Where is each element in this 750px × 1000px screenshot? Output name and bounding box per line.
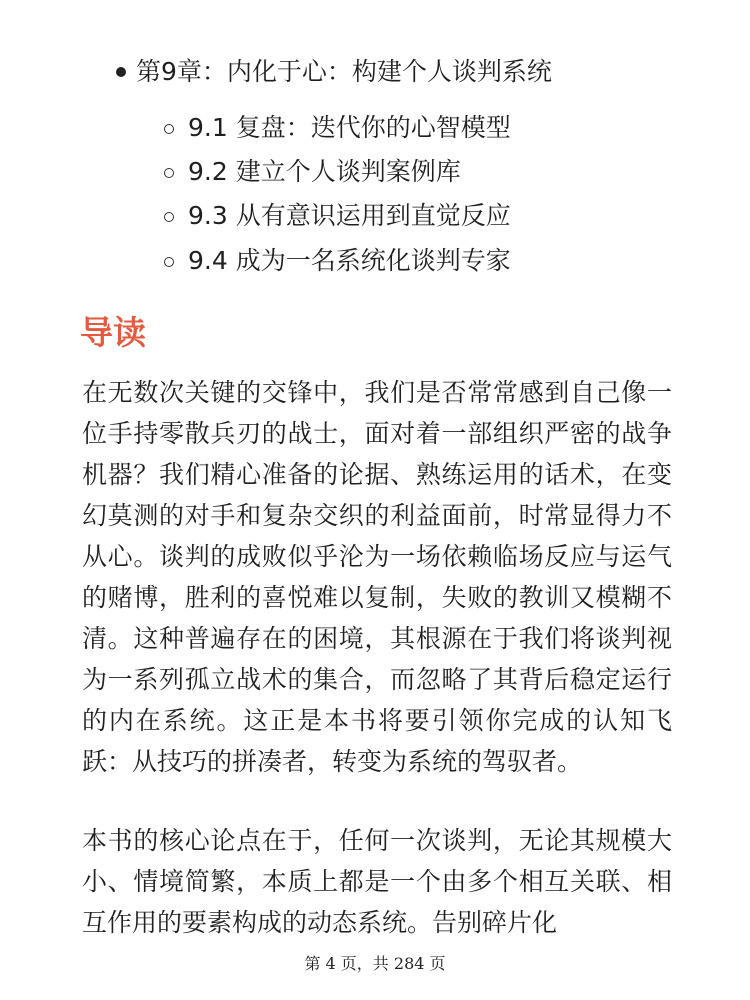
section-heading: 导读	[80, 313, 146, 352]
section-label: 9.4 成为一名系统化谈判专家	[188, 246, 511, 275]
chapter-title: 第9章：内化于心：构建个人谈判系统	[136, 57, 552, 86]
hollow-bullet-icon	[164, 124, 174, 134]
hollow-bullet-icon	[164, 212, 174, 222]
section-label: 9.1 复盘：迭代你的心智模型	[188, 113, 511, 142]
hollow-bullet-icon	[164, 257, 174, 267]
hollow-bullet-icon	[164, 168, 174, 178]
bullet-disc-icon	[116, 67, 126, 77]
body-paragraph: 本书的核心论点在于，任何一次谈判，无论其规模大小、情境简繁，本质上都是一个由多个相互关联、相互作用的要素构成的动态系统。告别碎片化	[82, 826, 672, 937]
section-label: 9.3 从有意识运用到直觉反应	[188, 201, 511, 230]
section-label: 9.2 建立个人谈判案例库	[188, 157, 461, 186]
page-number: 第 4 页，共 284 页	[304, 954, 446, 973]
body-paragraph: 在无数次关键的交锋中，我们是否常常感到自己像一位手持零散兵刃的战士，面对着一部组织严密的战争机器？我们精心准备的论据、熟练运用的话术，在变幻莫测的对手和复杂交织的利益面前，时常显得力不从心。谈判的成败似乎沦为一场依赖临场反应与运气的赌博，胜利的喜悦难以复制，失败的教训又模糊不清。这种普遍存在的困境，其根源在于我们将谈判视为一系列孤立战术的集合，而忽略了其背后稳定运行的内在系统。这正是本书将要引领你完成的认知飞跃：从技巧的拼凑者，转变为系统的驾驭者。	[82, 378, 672, 776]
